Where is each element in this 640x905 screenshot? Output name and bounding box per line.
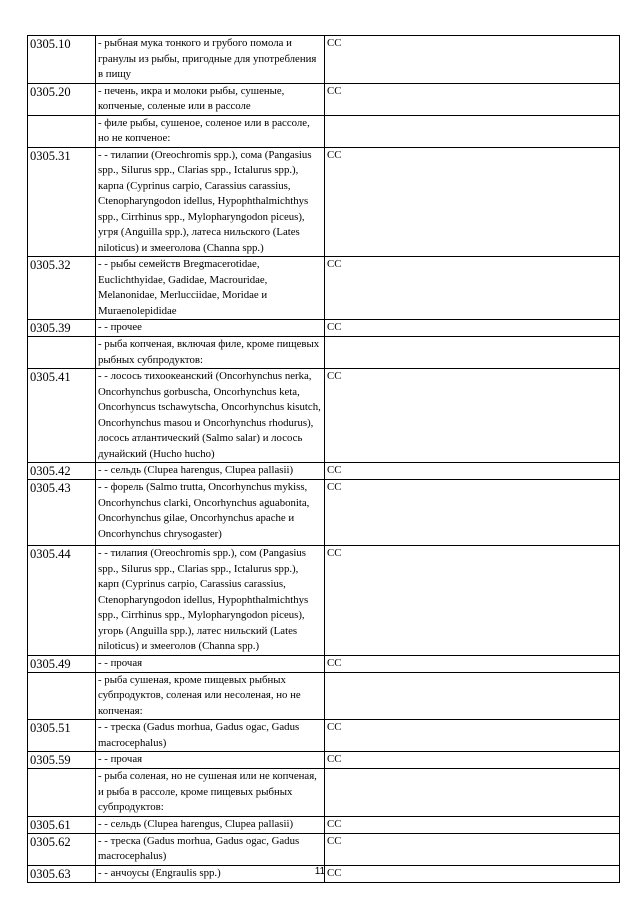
origin-criterion-cell: СС — [325, 752, 620, 769]
table-row — [28, 672, 620, 720]
table-row — [28, 720, 620, 752]
description-cell: - рыбная мука тонкого и грубого помола и гранулы из рыбы, пригодные для употребления в пищу — [96, 36, 325, 84]
table-row — [28, 320, 620, 337]
description-cell: - - анчоусы (Engraulis spp.) — [96, 865, 325, 882]
tariff-table — [27, 35, 620, 883]
hs-code-cell: 0305.20 — [28, 83, 96, 115]
hs-code-cell: 0305.32 — [28, 257, 96, 320]
hs-code-cell: 0305.10 — [28, 36, 96, 84]
description-cell: - печень, икра и молоки рыбы, сушеные, копченые, соленые или в рассоле — [96, 83, 325, 115]
page-number: 11 — [314, 866, 326, 877]
hs-code-cell: 0305.41 — [28, 369, 96, 463]
table-row — [28, 833, 620, 865]
origin-criterion-cell: СС — [325, 147, 620, 257]
hs-code-cell — [28, 769, 96, 817]
table-row — [28, 546, 620, 656]
hs-code-cell — [28, 672, 96, 720]
origin-criterion-cell — [325, 769, 620, 817]
hs-code-cell: 0305.31 — [28, 147, 96, 257]
origin-criterion-cell: СС — [325, 369, 620, 463]
table-row — [28, 655, 620, 672]
description-cell: - - тилапии (Oreochromis spp.), сома (Pangasius spp., Silurus spp., Clarias spp., Ictalurus spp.), карпа (Cyprinus carpio, Carassius carassius, Ctenopharyngodon idellus, Hypophthalmichthys spp., Cirrhinus spp., Mylopharyngodon piceus), угря (Anguilla spp.), латеса нильского (Lates niloticus) и змееголова (Channa spp.) — [96, 147, 325, 257]
description-cell: - филе рыбы, сушеное, соленое или в рассоле, но не копченое: — [96, 115, 325, 147]
origin-criterion-cell: СС — [325, 83, 620, 115]
description-cell: - - сельдь (Clupea harengus, Clupea pallasii) — [96, 816, 325, 833]
origin-criterion-cell: СС — [325, 36, 620, 84]
origin-criterion-cell — [325, 337, 620, 369]
origin-criterion-cell: СС — [325, 257, 620, 320]
table-row — [28, 463, 620, 480]
hs-code-cell: 0305.63 — [28, 865, 96, 882]
origin-criterion-cell: СС — [325, 833, 620, 865]
hs-code-cell: 0305.42 — [28, 463, 96, 480]
hs-code-cell — [28, 115, 96, 147]
hs-code-cell: 0305.61 — [28, 816, 96, 833]
table-row — [28, 115, 620, 147]
hs-code-cell: 0305.62 — [28, 833, 96, 865]
description-cell: - - треска (Gadus morhua, Gadus ogac, Gadus macrocephalus) — [96, 833, 325, 865]
hs-code-cell: 0305.59 — [28, 752, 96, 769]
description-cell: - - тилапия (Oreochromis spp.), сом (Pangasius spp., Silurus spp., Clarias spp., Ictalurus spp.), карп (Cyprinus carpio, Carassius carassius, Ctenopharyngodon idellus, Hypophthalmichthys spp., Cirrhinus spp., Mylopharyngodon piceus), угорь (Anguilla spp.), латес нильский (Lates niloticus) и змееголов (Channa spp.) — [96, 546, 325, 656]
hs-code-cell — [28, 337, 96, 369]
table-row — [28, 83, 620, 115]
table-row — [28, 769, 620, 817]
table-row — [28, 337, 620, 369]
origin-criterion-cell — [325, 672, 620, 720]
origin-criterion-cell — [325, 115, 620, 147]
hs-code-cell: 0305.51 — [28, 720, 96, 752]
description-cell: - рыба копченая, включая филе, кроме пищевых рыбных субпродуктов: — [96, 337, 325, 369]
origin-criterion-cell: СС — [325, 655, 620, 672]
origin-criterion-cell: СС — [325, 720, 620, 752]
description-cell: - - лосось тихоокеанский (Oncorhynchus nerka, Oncorhynchus gorbuscha, Oncorhynchus keta, Oncorhyncus tschawytscha, Oncorhynchus kisutch, Oncorhynchus masou и Oncorhynchus rhodurus), лосось атлантический (Salmo salar) и лосось дунайский (Hucho hucho) — [96, 369, 325, 463]
origin-criterion-cell: СС — [325, 865, 620, 882]
hs-code-cell: 0305.49 — [28, 655, 96, 672]
description-cell: - - рыбы семейств Bregmacerotidae, Euclichthyidae, Gadidae, Macrouridae, Melanonidae, Merlucciidae, Moridae и Muraenolepididae — [96, 257, 325, 320]
description-cell: - - треска (Gadus morhua, Gadus ogac, Gadus macrocephalus) — [96, 720, 325, 752]
description-cell: - - прочая — [96, 655, 325, 672]
description-cell: - - прочее — [96, 320, 325, 337]
description-cell: - - сельдь (Clupea harengus, Clupea pallasii) — [96, 463, 325, 480]
origin-criterion-cell: СС — [325, 480, 620, 546]
table-row — [28, 816, 620, 833]
description-cell: - - форель (Salmo trutta, Oncorhynchus mykiss, Oncorhynchus clarki, Oncorhynchus aguabonita, Oncorhynchus gilae, Oncorhynchus apache и Oncorhynchus chrysogaster) — [96, 480, 325, 546]
description-cell: - рыба соленая, но не сушеная или не копченая, и рыба в рассоле, кроме пищевых рыбных субпродуктов: — [96, 769, 325, 817]
table-row — [28, 257, 620, 320]
table-row — [28, 369, 620, 463]
table-row — [28, 147, 620, 257]
description-cell: - рыба сушеная, кроме пищевых рыбных субпродуктов, соленая или несоленая, но не копченая: — [96, 672, 325, 720]
origin-criterion-cell: СС — [325, 546, 620, 656]
table-row — [28, 36, 620, 84]
table-body — [28, 36, 620, 883]
origin-criterion-cell: СС — [325, 463, 620, 480]
table-row — [28, 480, 620, 546]
origin-criterion-cell: СС — [325, 816, 620, 833]
hs-code-cell: 0305.39 — [28, 320, 96, 337]
hs-code-cell: 0305.43 — [28, 480, 96, 546]
description-cell: - - прочая — [96, 752, 325, 769]
table-row — [28, 752, 620, 769]
origin-criterion-cell: СС — [325, 320, 620, 337]
hs-code-cell: 0305.44 — [28, 546, 96, 656]
